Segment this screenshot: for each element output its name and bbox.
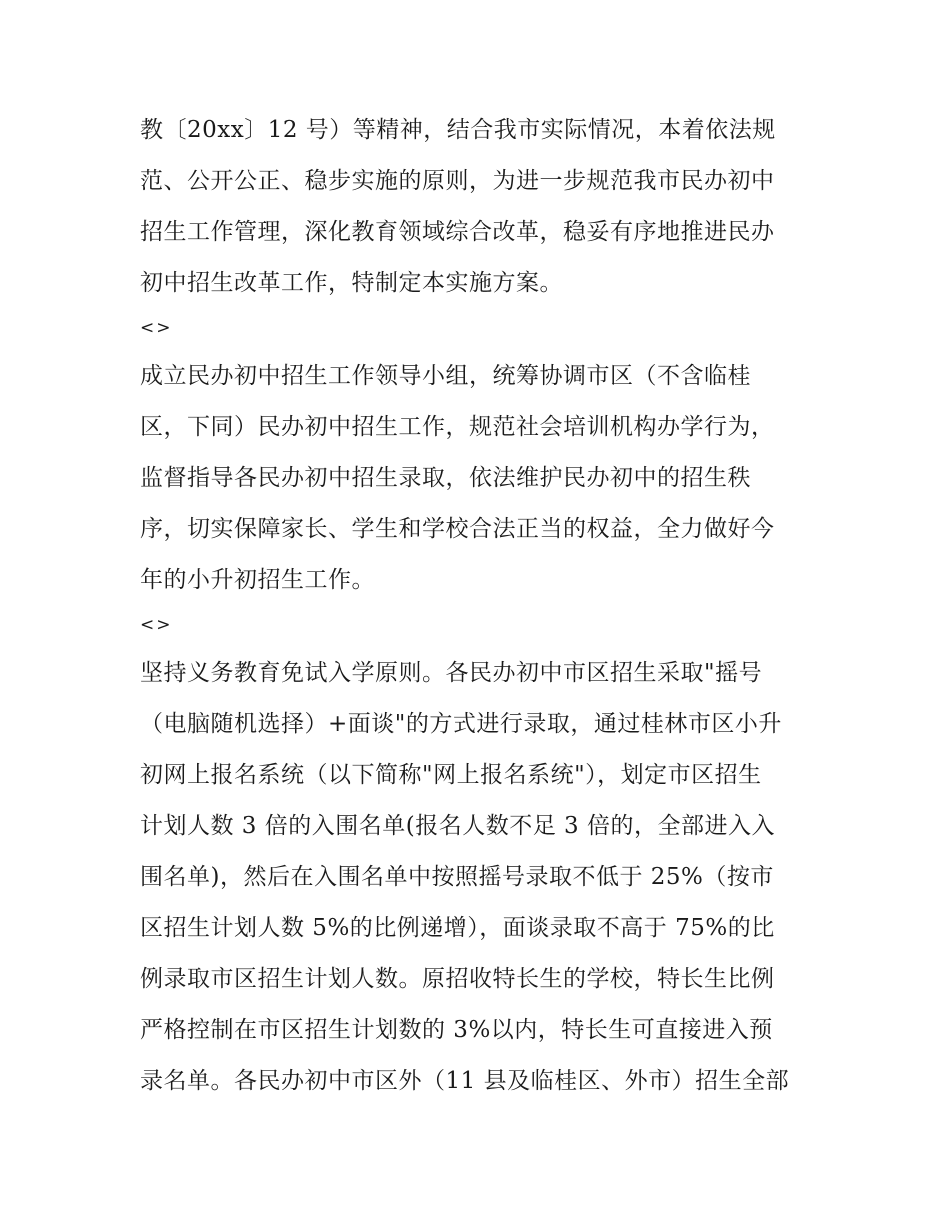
paragraph-1-line-2: 范、公开公正、稳步实施的原则，为进一步规范我市民办初中 [140,168,775,194]
paragraph-2-line-3: 监督指导各民办初中招生录取，依法维护民办初中的招生秩 [140,465,751,491]
paragraph-1-line-3: 招生工作管理，深化教育领域综合改革，稳妥有序地推进民办 [140,219,775,245]
paragraph-1-line-4: 初中招生改革工作，特制定本实施方案。 [140,270,563,296]
paragraph-3-line-7: 例录取市区招生计划人数。原招收特长生的学校，特长生比例 [140,966,775,992]
section-marker-1: <> [140,318,173,338]
paragraph-3-line-2: （电脑随机选择）+面谈"的方式进行录取，通过桂林市区小升 [140,711,782,737]
paragraph-3-line-4: 计划人数 3 倍的入围名单(报名人数不足 3 倍的，全部进入入 [140,813,775,839]
paragraph-3-line-5: 围名单)，然后在入围名单中按照摇号录取不低于 25%（按市 [140,864,774,890]
paragraph-3-line-3: 初网上报名系统（以下简称"网上报名系统"），划定市区招生 [140,762,762,788]
paragraph-3-line-6: 区招生计划人数 5%的比例递增），面谈录取不高于 75%的比 [140,915,775,941]
paragraph-2-line-5: 年的小升初招生工作。 [140,567,375,593]
paragraph-2-line-4: 序，切实保障家长、学生和学校合法正当的权益，全力做好今 [140,516,775,542]
paragraph-3-line-1: 坚持义务教育免试入学原则。各民办初中市区招生采取"摇号 [140,660,763,686]
paragraph-3-line-8: 严格控制在市区招生计划数的 3%以内，特长生可直接进入预 [140,1017,773,1043]
paragraph-2-line-1: 成立民办初中招生工作领导小组，统筹协调市区（不含临桂 [140,363,751,389]
paragraph-1-line-1: 教〔20xx〕12 号）等精神，结合我市实际情况，本着依法规 [140,117,776,143]
section-marker-2: <> [140,615,173,635]
paragraph-2-line-2: 区，下同）民办初中招生工作，规范社会培训机构办学行为， [140,414,775,440]
paragraph-3-line-9: 录名单。各民办初中市区外（11 县及临桂区、外市）招生全部 [140,1068,790,1094]
